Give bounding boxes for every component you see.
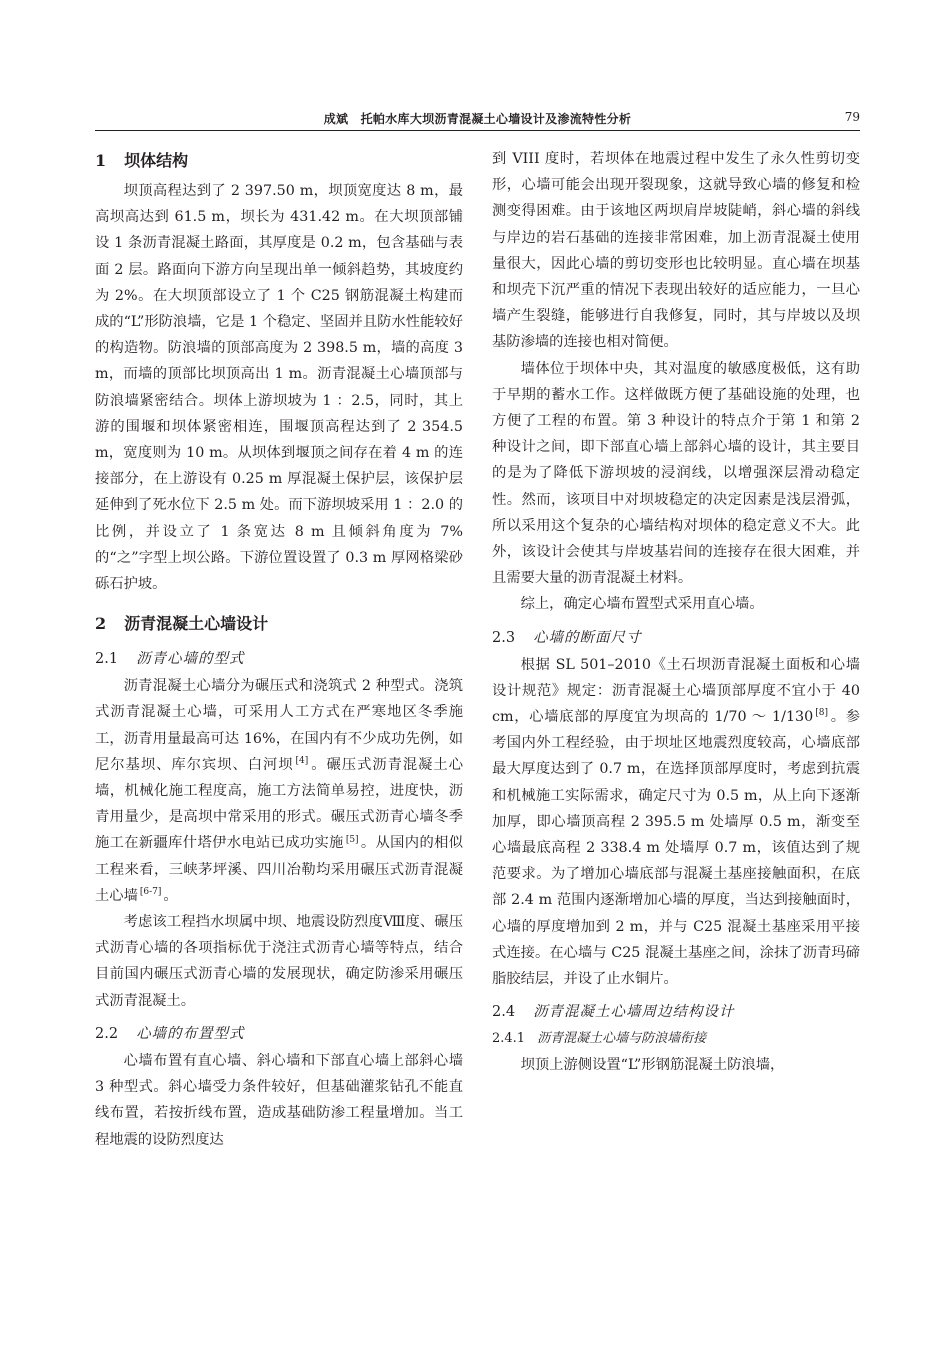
subsection-title: 心墙的布置型式 — [136, 1025, 245, 1042]
subsection-2-1-heading — [95, 645, 463, 673]
section-1-heading — [95, 146, 463, 176]
section-2-heading — [95, 609, 463, 639]
subsection-2-4-heading — [492, 998, 860, 1026]
text-run: 沥青混凝土心墙分为碾压式和浇筑式 2 种型式。浇筑式沥青混凝土心墙，可采用人工方式在严寒地区冬季施工，沥青用量最高可达 16%，在国内有不少成功先例，如尼尔基坝、库尔宾坝、白河坝 — [95, 678, 463, 773]
subsection-number: 2.4 — [492, 1004, 516, 1021]
paragraph-wall-position: 墙体位于坝体中央，其对温度的敏感度极低，这有助于早期的蓄水工作。这样做既方便了基础设施的处理，也方便了工程的布置。第 3 种设计的特点介于第 1 和第 2 种设计之间，即下部直心墙上部斜心墙的设计，其主要目的是为了降低下游坝坡的浸润线，以增强深层滑动稳定性。然而，该项目中对坝坡稳定的决定因素是浅层滑弧，所以采用这个复杂的心墙结构对坝体的稳定意义不大。此外，该设计会使其与岸坡基岩间的连接存在很大困难，并且需要大量的沥青混凝土材料。 — [492, 360, 860, 587]
text-run: 。参考国内外工程经验，由于坝址区地震烈度较高，心墙底部最大厚度达到了 0.7 m，在选择顶部厚度时，考虑到抗震和机械施工实际需求，确定尺寸为 0.5 m，从上向下逐渐加厚，即心墙顶高程 2 395.5 m 处墙厚 0.5 m，渐变至心墙最底高程 2 338.4 m 处墙厚 0.7 m，该值达到了规范要求。为了增加心墙底部与混凝土基座接触面积，在底部 2.4 m 范围内逐渐增加心墙的厚度，当达到接触面时，心墙的厚度增加到 2 m，并与 C25 混凝土基座采用平接式连接。在心墙与 C25 混凝土基座之间，涂抹了沥青玛碲脂胶结层，并设了止水铜片。 — [492, 709, 860, 988]
paragraph-parapet-connection: 坝顶上游侧设置“L”形钢筋混凝土防浪墙， — [520, 1057, 785, 1074]
text-run: 。 — [163, 887, 178, 904]
subsection-number: 2.4.1 — [492, 1031, 526, 1047]
subsection-2-2-heading — [95, 1020, 463, 1048]
citation-ref: [4] — [295, 756, 309, 767]
subsection-number: 2.2 — [95, 1025, 119, 1042]
subsection-title: 心墙的断面尺寸 — [533, 629, 642, 646]
paragraph-wall-layout: 心墙布置有直心墙、斜心墙和下部直心墙上部斜心墙 3 种型式。斜心墙受力条件较好，但基础灌浆钻孔不能直线布置，若按折线布置，造成基础防渗工程量增加。当工程地震的设防烈度达 — [95, 1052, 463, 1148]
subsection-title: 沥青心墙的型式 — [136, 651, 245, 668]
section-title: 坝体结构 — [124, 151, 189, 170]
subsection-2-3-heading — [492, 624, 860, 652]
subsection-title: 沥青混凝土心墙周边结构设计 — [533, 1004, 735, 1021]
paragraph-wall-layout-continued: 到 VIII 度时，若坝体在地震过程中发生了永久性剪切变形，心墙可能会出现开裂现象，这就导致心墙的修复和检测变得困难。由于该地区两坝肩岸坡陡峭，斜心墙的斜线与岸边的岩石基础的连接非常困难，加上沥青混凝土使用量很大，因此心墙的剪切变形也比较明显。直心墙在坝基和坝壳下沉严重的情况下表现出较好的适应能力，一旦心墙产生裂缝，能够进行自我修复，同时，其与岸坡以及坝基防渗墙的连接也相对简便。 — [492, 151, 860, 351]
text-run: 。碾压式沥青混凝土心墙，机械化施工程度高，施工方法简单易控，进度快，沥青用量少，是高坝中常采用的形式。碾压式沥青心墙冬季施工在新疆库什塔伊水电站已成功实施 — [95, 756, 463, 852]
subsection-number: 2.3 — [492, 629, 516, 646]
citation-ref: [6-7] — [139, 887, 162, 898]
subsection-title: 沥青混凝土心墙与防浪墙衔接 — [537, 1031, 707, 1047]
paragraph-wall-type-decision: 考虑该工程挡水坝属中坝、地震设防烈度Ⅷ度、碾压式沥青心墙的各项指标优于浇注式沥青心墙等特点，结合目前国内碾压式沥青心墙的发展现状，确定防渗采用碾压式沥青混凝土。 — [95, 914, 463, 1009]
subsection-2-4-1-heading — [492, 1026, 860, 1052]
citation-ref: [5] — [345, 834, 359, 845]
paragraph-section-dimensions — [492, 652, 860, 993]
paragraph-wall-types — [95, 673, 463, 909]
subsection-number: 2.1 — [95, 651, 119, 668]
text-run: 。从国内的相似工程来看，三峡茅坪溪、四川冶勒均采用碾压式沥青混凝土心墙 — [95, 835, 464, 904]
right-column — [492, 146, 860, 1079]
left-column — [95, 146, 463, 1153]
section-number: 1 — [95, 151, 107, 170]
section-title: 沥青混凝土心墙设计 — [124, 614, 269, 634]
page-number: 79 — [844, 110, 860, 124]
citation-ref: [8] — [815, 708, 828, 719]
running-title: 成斌 托帕水库大坝沥青混凝土心墙设计及渗流特性分析 — [323, 112, 632, 126]
section-number: 2 — [95, 614, 107, 634]
text-run: 根据 SL 501–2010《土石坝沥青混凝土面板和心墙设计规范》规定：沥青混凝土心墙顶部厚度不宜小于 40 cm，心墙底部的厚度宜为坝高的 1/70 ～ 1/130 — [492, 656, 860, 726]
paragraph-dam-structure: 坝顶高程达到了 2 397.50 m，坝顶宽度达 8 m，最高坝高达到 61.5 m，坝长为 431.42 m。在大坝顶部铺设 1 条沥青混凝土路面，其厚度是 0.2 m，包含基础与表面 2 层。路面向下游方向呈现出单一倾斜趋势，其坡度约为 2%。在大坝顶部设立了 1 个 C25 钢筋混凝土构建而成的“L”形防浪墙，它是 1 个稳定、坚固并且防水性能较好的构造物。防浪墙的顶部高度为 2 398.5 m，墙的高度 3 m，而墙的顶部比坝顶高出 1 m。沥青混凝土心墙顶部与防浪墙紧密结合。坝体上游坝坡为 1 ：2.5，同时，其上游的围堰和坝体紧密相连，围堰顶高程达到了 2 354.5 m，宽度则为 10 m。从坝体到堰顶之间存在着 4 m 的连接部分，在上游设有 0.25 m 厚混凝土保护层，该保护层延伸到了死水位下 2.5 m 处。而下游坝坡采用 1 ：2.0 的比例，并设立了 1 条宽达 8 m 且倾斜角度为 7% 的“之”字型上坝公路。下游位置设置了 0.3 m 厚网格梁砂砾石护坡。 — [95, 183, 463, 593]
running-header — [95, 108, 860, 131]
paragraph-layout-conclusion: 综上，确定心墙布置型式采用直心墙。 — [520, 596, 764, 613]
